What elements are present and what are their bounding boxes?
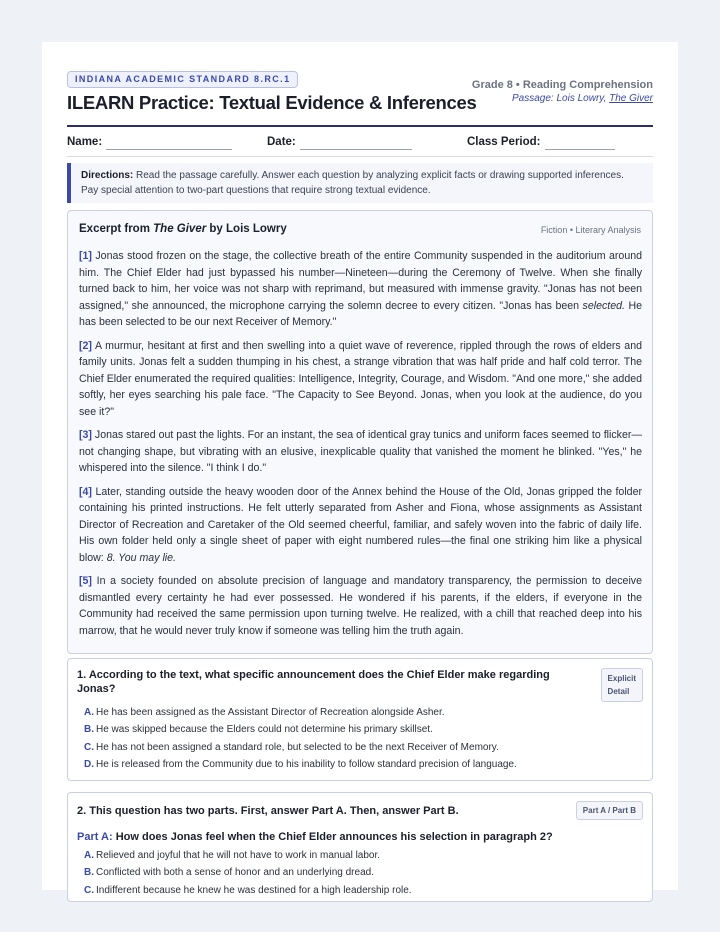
- part-a-prompt: [77, 831, 553, 843]
- question-1-options: [84, 704, 644, 773]
- excerpt-heading-title: The Giver: [153, 223, 207, 235]
- paragraph-4: [79, 484, 642, 567]
- header-meta: [472, 78, 653, 106]
- option-text: He was skipped because the Elders could not determine his primary skillset.: [96, 724, 433, 736]
- paragraph-2: [79, 338, 642, 421]
- option-letter: D.: [84, 758, 94, 770]
- badge-line-1: Explicit: [607, 674, 636, 683]
- paragraph-1: [79, 248, 642, 331]
- name-label: Name:: [67, 136, 103, 148]
- worksheet-page: [42, 42, 678, 896]
- answer-option-a[interactable]: [84, 704, 644, 721]
- question-2-card: [67, 792, 653, 902]
- passage-title-link[interactable]: The Giver: [609, 93, 653, 104]
- option-text: He is released from the Community due to his inability to follow standard precision of language.: [96, 758, 517, 770]
- badge-line-2: Detail: [607, 687, 630, 696]
- student-fields: [67, 134, 653, 156]
- paragraph-text: In a society founded on absolute precision of language and mandatory transparency, the permission to deceive dismantled every certainty he had ever possessed. He wondered if his parents, if the elders, if everyone in the Community had received the same permission upon turning twelve. He realized, with a chill that reached deep into his marrow, that he would never truly know if someone was telling him the truth again.: [79, 575, 642, 637]
- excerpt-heading-prefix: Excerpt from: [79, 223, 154, 235]
- answer-option-c[interactable]: [84, 739, 644, 756]
- option-letter: B.: [84, 724, 94, 736]
- part-a-part-b-badge: Part A / Part B: [576, 801, 643, 820]
- name-input-line[interactable]: [106, 138, 232, 150]
- question-1-card: [67, 658, 653, 781]
- directions-box: [67, 163, 653, 203]
- question-1-prompt: 1. According to the text, what specific announcement does the Chief Elder make regarding Jonas?: [77, 669, 550, 695]
- option-letter: A.: [84, 707, 94, 718]
- option-letter: A.: [84, 850, 94, 861]
- option-text: Conflicted with both a sense of honor and an underlying dread.: [96, 867, 374, 879]
- option-letter: B.: [84, 867, 94, 879]
- header-rule: [67, 125, 653, 127]
- paragraph-text: Later, standing outside the heavy wooden door of the Annex behind the House of the Old, Jonas gripped the folder containing his printed instructions. He felt utterly separated from Asher and Fiona, whose assignments as Assistant Director of Recreation and Caretaker of the Old seemed cheerful, familiar, and safely woven into the fabric of daily life. His own folder held only a single sheet of paper with eight numbered rules—the final one striking him like a physical blow:: [79, 485, 642, 564]
- paragraph-text: Jonas stared out past the lights. For an instant, the sea of identical gray tunics and uniform faces seemed to flicker—not changing shape, but vibrating with an elusive, inexplicable quality that vanished the moment he blinked. "Yes," he whispered into the silence. "I think I do.": [79, 429, 642, 474]
- directions-text: Read the passage carefully. Answer each question by analyzing explicit facts or drawing supported inferences. Pay special attention to two-part questions that require strong textual evidence.: [81, 170, 624, 196]
- option-letter: C.: [84, 741, 94, 753]
- paragraph-emphasis: 8. You may lie.: [106, 551, 176, 564]
- answer-option-d[interactable]: [84, 756, 644, 773]
- class-period-label: Class Period:: [467, 136, 541, 148]
- date-field: [267, 134, 412, 150]
- paragraph-number: [4]: [79, 485, 92, 498]
- paragraph-text: Jonas stood frozen on the stage, the collective breath of the entire Community suspended in the auditorium around him. The Chief Elder had just bypassed his number—Nineteen—during the Ceremony of Twelve. When she finally turned back to him, her voice was not sharp with reprimand, but measured with immense gravity. "Jonas has not been assigned," she announced, the microphone carrying the solemn decree to every citizen. "Jonas has been: [79, 250, 642, 312]
- class-period-field: [467, 134, 615, 150]
- paragraph-3: [79, 427, 642, 477]
- date-input-line[interactable]: [300, 138, 412, 150]
- part-a-label: Part A:: [77, 831, 113, 843]
- answer-option-c[interactable]: [84, 882, 644, 899]
- name-field: [67, 134, 232, 150]
- genre-tag: Fiction • Literary Analysis: [540, 225, 641, 235]
- explicit-detail-badge: [601, 668, 643, 702]
- standard-badge: INDIANA ACADEMIC STANDARD 8.RC.1: [67, 71, 298, 88]
- part-a-text: How does Jonas feel when the Chief Elder announces his selection in paragraph 2?: [112, 831, 553, 843]
- answer-option-b[interactable]: [84, 721, 644, 738]
- option-text: He has been assigned as the Assistant Director of Recreation alongside Asher.: [96, 707, 445, 718]
- excerpt-heading: [79, 223, 287, 235]
- passage-source: [472, 92, 653, 106]
- paragraph-number: [5]: [79, 575, 92, 587]
- option-letter: C.: [84, 884, 94, 896]
- option-text: Relieved and joyful that he will not have to work in manual labor.: [96, 850, 381, 861]
- question-2-options: [84, 847, 644, 899]
- excerpt-card: [67, 210, 653, 654]
- option-text: He has not been assigned a standard role, but selected to be the next Receiver of Memory.: [96, 741, 499, 753]
- paragraph-number: [1]: [79, 250, 92, 262]
- page-title: ILEARN Practice: Textual Evidence & Inferences: [67, 92, 477, 113]
- paragraph-emphasis: selected.: [582, 299, 625, 312]
- grade-subject: Grade 8 • Reading Comprehension: [471, 79, 653, 91]
- excerpt-heading-suffix: by Lois Lowry: [206, 223, 287, 235]
- paragraph-5: [79, 573, 642, 639]
- answer-option-b[interactable]: [84, 864, 644, 881]
- question-2-prompt: 2. This question has two parts. First, answer Part A. Then, answer Part B.: [77, 805, 459, 817]
- excerpt-body: [79, 248, 642, 646]
- directions-label: Directions:: [81, 170, 134, 181]
- paragraph-text: A murmur, hesitant at first and then swelling into a quiet wave of reverence, rippled through the rows of elders and family units. Jonas felt a sudden thumping in his chest, a strange vibration that was half pride and half cold terror. The Chief Elder enumerated the required qualities: Intelligence, Integrity, Courage, and Wisdom. "And one more," she added softly, her eyes searching his pale face. "The Capacity to See Beyond. Jonas, when you look at the audience, do you see it?": [79, 339, 642, 418]
- date-label: Date:: [267, 136, 296, 148]
- paragraph-text-end: He has been selected to be our next Receiver of Memory.": [79, 299, 642, 328]
- passage-prefix: Passage: Lois Lowry,: [512, 93, 610, 104]
- class-period-input-line[interactable]: [545, 138, 615, 150]
- answer-option-a[interactable]: [84, 847, 644, 864]
- paragraph-number: [3]: [79, 429, 92, 441]
- option-text: Indifferent because he knew he was destined for a high leadership role.: [96, 884, 412, 896]
- fields-divider: [67, 156, 653, 157]
- paragraph-number: [2]: [79, 339, 92, 352]
